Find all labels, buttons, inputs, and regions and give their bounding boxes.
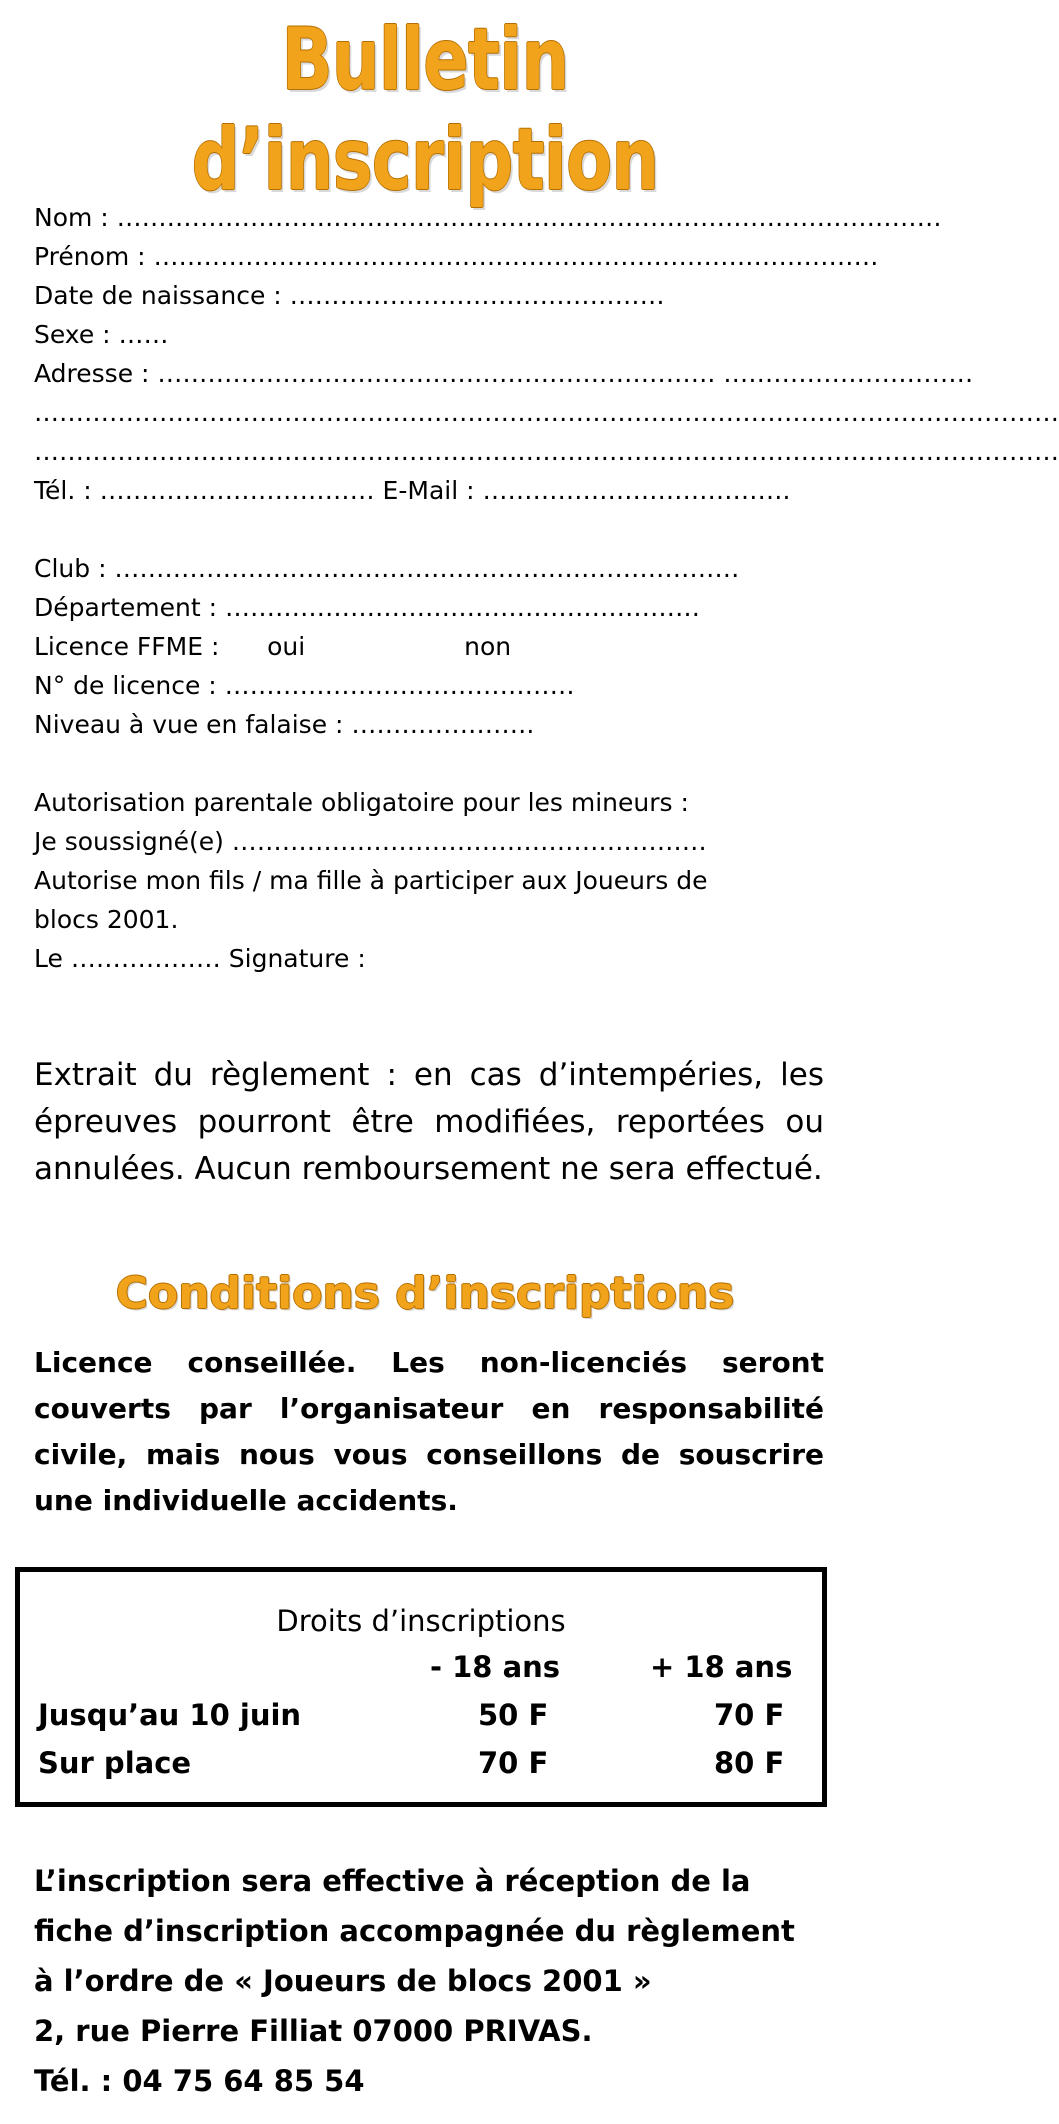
phone-line: Tél. : 04 75 64 85 54 <box>34 2064 365 2098</box>
col-header-plus-18: + 18 ans <box>650 1650 793 1684</box>
adresse-line-2: …………………………………………………………………………………………………………… <box>34 398 1059 427</box>
autorise-text: Autorise mon fils / ma fille à participer aux Joueurs de <box>34 866 708 895</box>
club-field: Club : ………………………………………………………………… <box>34 554 740 583</box>
conditions-text: Licence conseillée. Les non-licenciés seront couverts par l’organisateur en responsabilité civile, mais nous vous conseillons de souscrire une individuelle accidents. <box>34 1346 824 1517</box>
numero-licence-field: N° de licence : …………………………………… <box>34 671 575 700</box>
prenom-field: Prénom : …………………………………………………………………………… <box>34 242 879 271</box>
soussigne-field: Je soussigné(e) ………………………………………………… <box>34 827 707 856</box>
extrait-reglement: Extrait du règlement : en cas d’intempéries, les épreuves pourront être modifiées, reportées ou annulées. Aucun remboursement ne sera effectué. <box>34 1057 824 1187</box>
personal-info-form <box>34 198 1059 978</box>
final-instructions <box>34 1856 834 2106</box>
col-header-moins-18: - 18 ans <box>430 1650 561 1684</box>
autorisation-heading: Autorisation parentale obligatoire pour les mineurs : <box>34 788 689 817</box>
licence-ffme-field: Licence FFME : oui non <box>34 632 512 661</box>
final-line-1: L’inscription sera effective à réception de la <box>34 1864 751 1898</box>
adresse-line-3: …………………………………………………………………………………………………………… <box>34 437 1059 466</box>
conditions-title: Conditions d’inscriptions <box>115 1268 735 1319</box>
price-jusquau-plus-18: 70 F <box>714 1698 785 1732</box>
address-line: 2, rue Pierre Filliat 07000 PRIVAS. <box>34 2014 593 2048</box>
page-title: Bulletin d’inscription <box>191 10 659 210</box>
nom-field: Nom : ……………………………………………………………………………………… <box>34 203 942 232</box>
droits-inscription-box <box>15 1567 827 1807</box>
price-sur-place-plus-18: 80 F <box>714 1746 785 1780</box>
niveau-field: Niveau à vue en falaise : …………………. <box>34 710 535 739</box>
le-signature-field: Le ……………… Signature : <box>34 944 366 973</box>
sexe-field: Sexe : …… <box>34 320 169 349</box>
autorise-text-2: blocs 2001. <box>34 905 179 934</box>
departement-field: Département : ………………………………………………… <box>34 593 700 622</box>
price-sur-place-moins-18: 70 F <box>478 1746 549 1780</box>
row-label-sur-place: Sur place <box>38 1746 192 1780</box>
adresse-field: Adresse : …………………………………………………………. ………………………… <box>34 359 974 388</box>
final-line-3: à l’ordre de « Joueurs de blocs 2001 » <box>34 1964 652 1998</box>
final-line-2: fiche d’inscription accompagnée du règlement <box>34 1914 795 1948</box>
tel-email-field: Tél. : …………………………… E-Mail : ………………………………. <box>34 476 791 505</box>
date-naissance-field: Date de naissance : ……………………………………… <box>34 281 665 310</box>
row-label-jusquau: Jusqu’au 10 juin <box>38 1698 302 1732</box>
droits-title: Droits d’inscriptions <box>276 1604 566 1638</box>
price-jusquau-moins-18: 50 F <box>478 1698 549 1732</box>
